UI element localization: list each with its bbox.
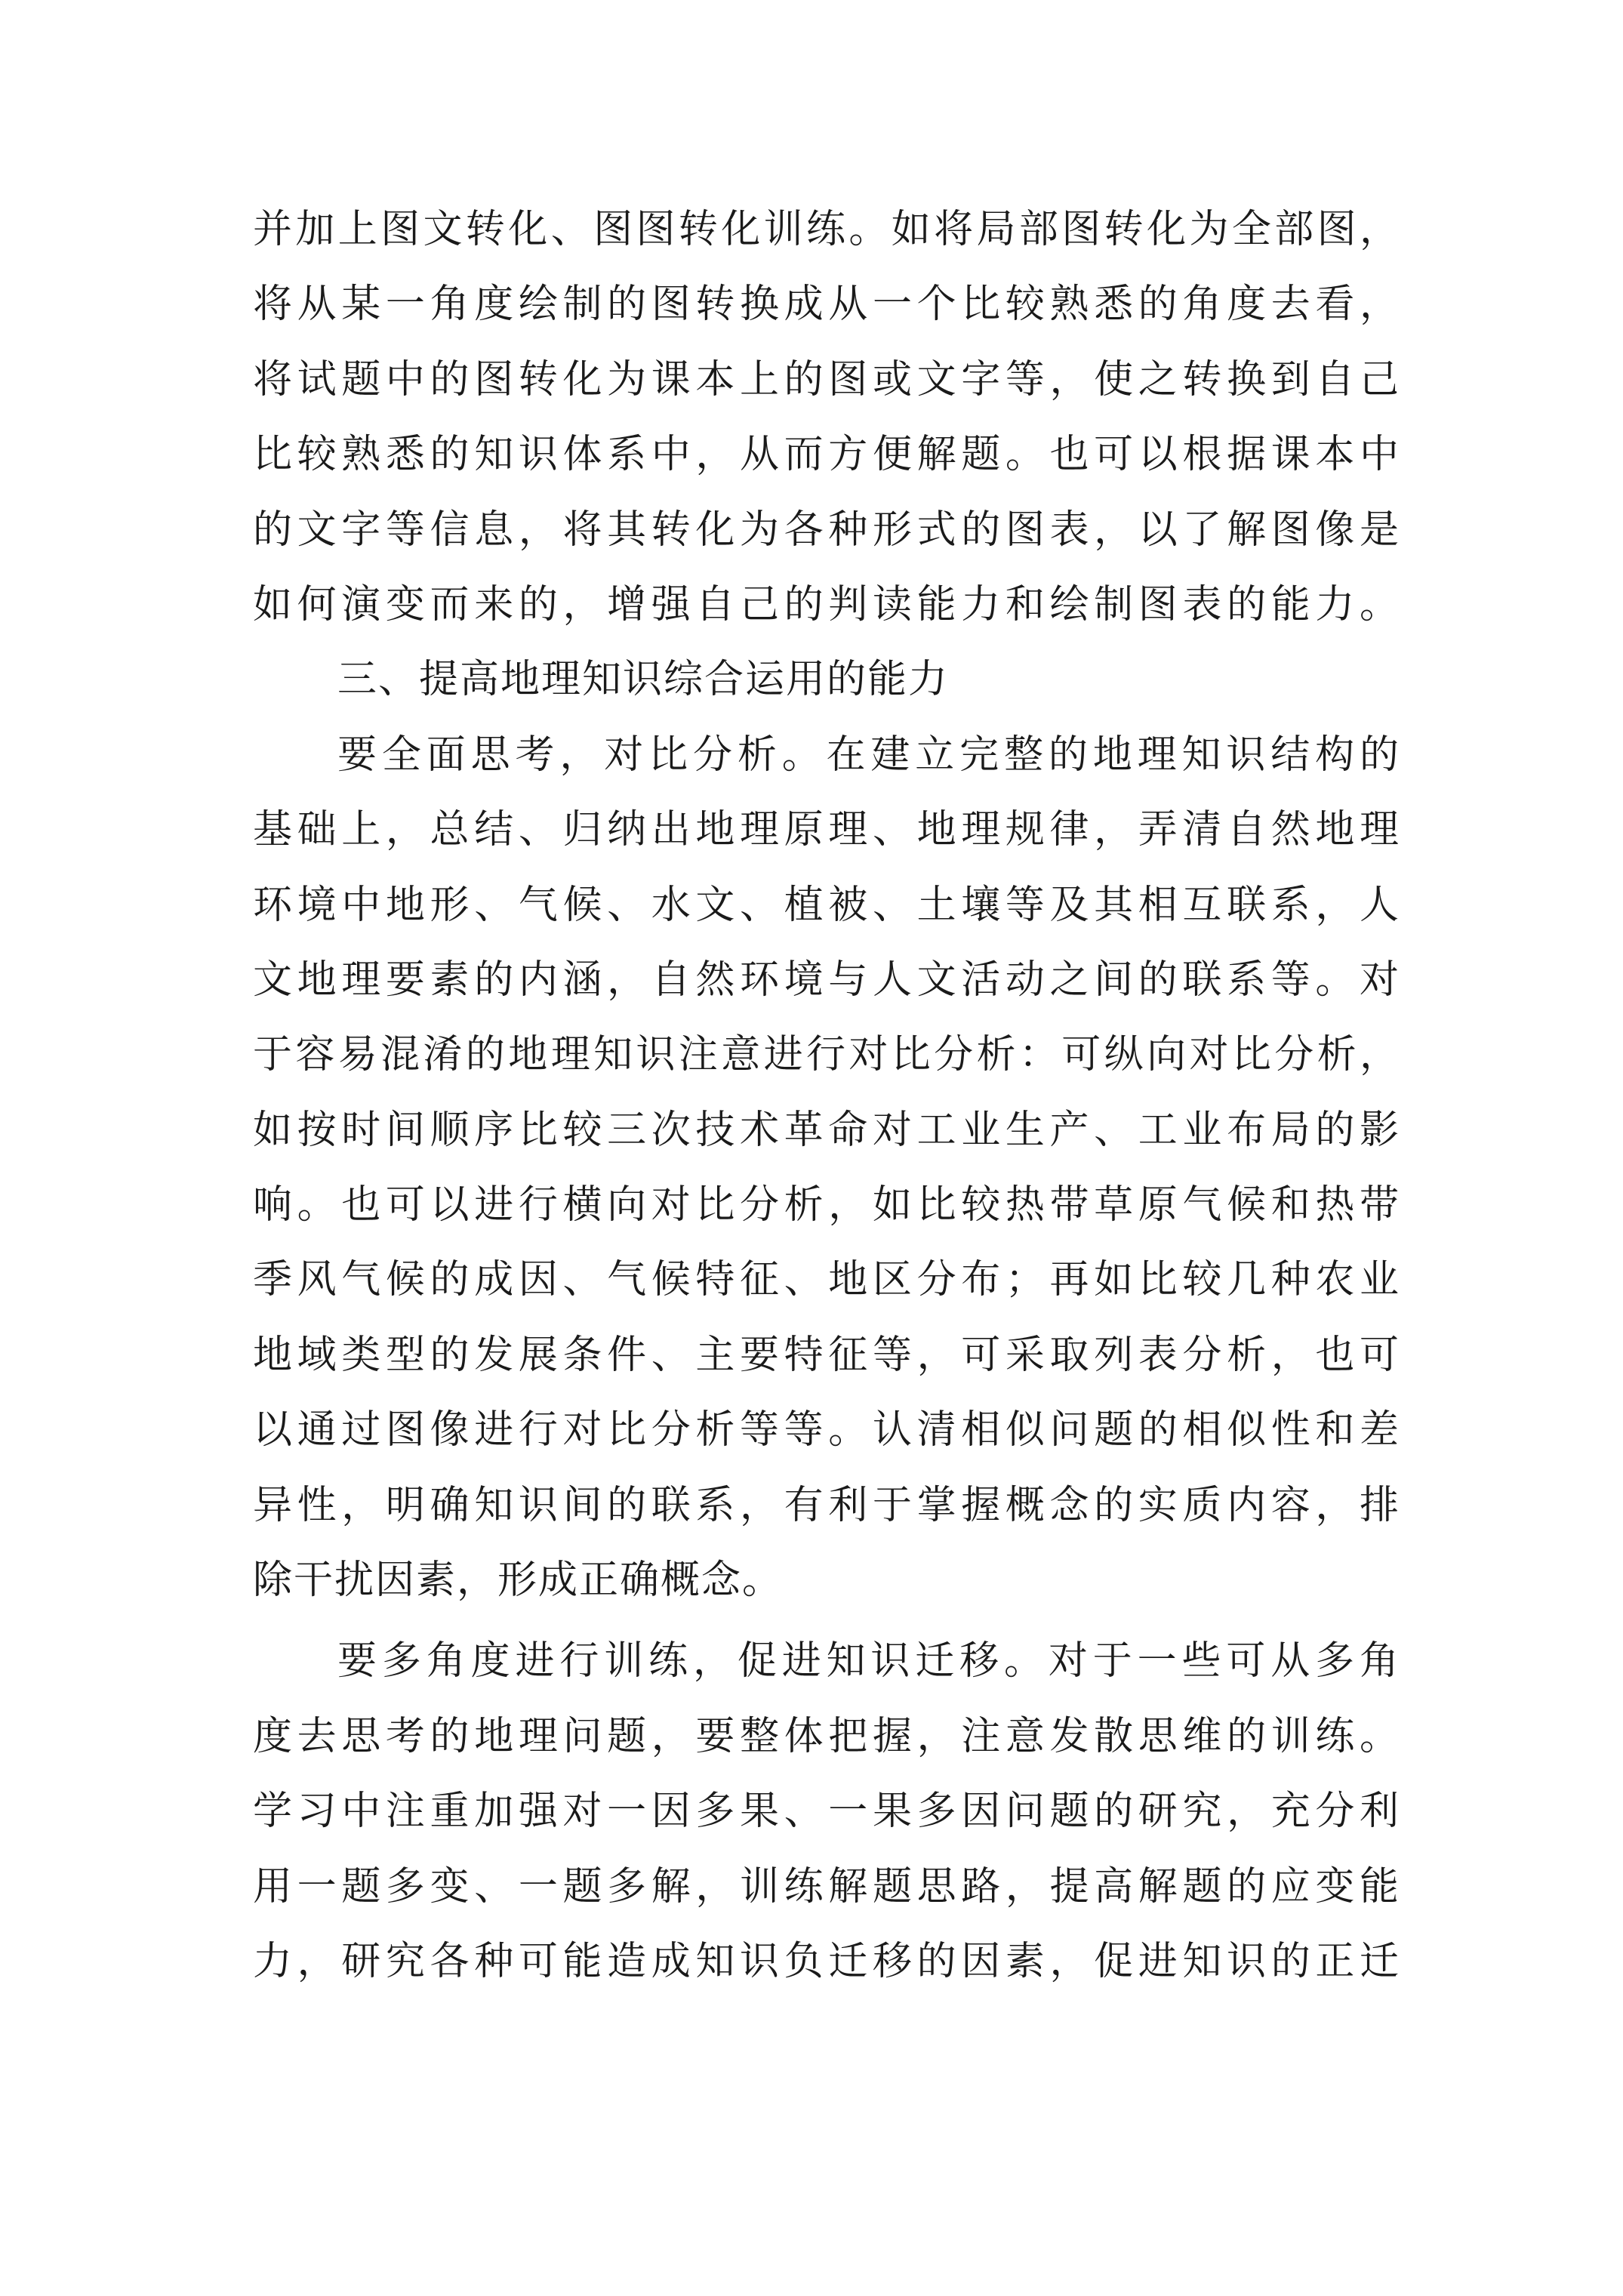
text-line: 将从某一角度绘制的图转换成从一个比较熟悉的角度去看， bbox=[253, 282, 1400, 328]
text-line: 如何演变而来的，增强自己的判读能力和绘制图表的能力。 bbox=[253, 581, 1400, 627]
text-line: 度去思考的地理问题，要整体把握，注意发散思维的训练。 bbox=[253, 1713, 1400, 1759]
text-line: 以通过图像进行对比分析等等。认清相似问题的相似性和差 bbox=[253, 1407, 1400, 1453]
text-line: 地域类型的发展条件、主要特征等，可采取列表分析，也可 bbox=[253, 1332, 1400, 1378]
text-line: 要多角度进行训练，促进知识迁移。对于一些可从多角 bbox=[337, 1638, 1400, 1684]
text-line: 季风气候的成因、气候特征、地区分布；再如比较几种农业 bbox=[253, 1257, 1400, 1303]
text-line: 响。也可以进行横向对比分析，如比较热带草原气候和热带 bbox=[253, 1182, 1400, 1228]
text-line: 用一题多变、一题多解，训练解题思路，提高解题的应变能 bbox=[253, 1863, 1400, 1909]
text-line: 的文字等信息，将其转化为各种形式的图表，以了解图像是 bbox=[253, 507, 1400, 553]
text-line: 异性，明确知识间的联系，有利于掌握概念的实质内容，排 bbox=[253, 1482, 1400, 1528]
text-line: 比较熟悉的知识体系中，从而方便解题。也可以根据课本中 bbox=[253, 432, 1400, 478]
document-body bbox=[253, 193, 1400, 1999]
text-line: 要全面思考，对比分析。在建立完整的地理知识结构的 bbox=[337, 732, 1400, 778]
section-heading: 三、提高地理知识综合运用的能力 bbox=[337, 657, 950, 703]
text-line: 如按时间顺序比较三次技术革命对工业生产、工业布局的影 bbox=[253, 1107, 1400, 1153]
paragraph-gap bbox=[253, 1618, 1400, 1624]
text-line: 基础上，总结、归纳出地理原理、地理规律，弄清自然地理 bbox=[253, 807, 1400, 853]
text-line: 文地理要素的内涵，自然环境与人文活动之间的联系等。对 bbox=[253, 957, 1400, 1003]
text-line: 学习中注重加强对一因多果、一果多因问题的研究，充分利 bbox=[253, 1789, 1400, 1835]
text-line: 力，研究各种可能造成知识负迁移的因素，促进知识的正迁 bbox=[253, 1938, 1400, 1984]
text-line: 除干扰因素，形成正确概念。 bbox=[253, 1558, 784, 1604]
text-line: 于容易混淆的地理知识注意进行对比分析：可纵向对比分析， bbox=[253, 1032, 1400, 1078]
text-line: 将试题中的图转化为课本上的图或文字等，使之转换到自己 bbox=[253, 356, 1400, 402]
text-line: 环境中地形、气候、水文、植被、土壤等及其相互联系，人 bbox=[253, 882, 1400, 928]
text-line: 并加上图文转化、图图转化训练。如将局部图转化为全部图， bbox=[253, 207, 1400, 252]
